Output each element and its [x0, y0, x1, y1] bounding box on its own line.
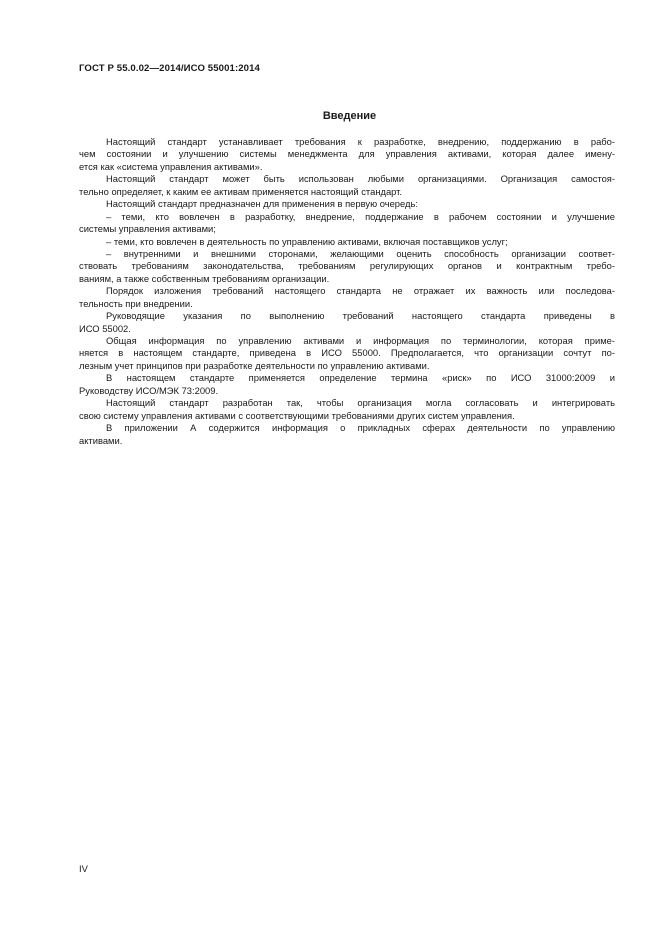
body-text: [79, 136, 615, 447]
text-line: ствовать требованиям законодательства, требованиям регулирующих органов и контрактным требо-: [79, 260, 615, 272]
text-line: – внутренними и внешними сторонами, желающими оценить способность организации соответ-: [106, 247, 615, 259]
text-line: системы управления активами;: [79, 223, 216, 235]
text-line: В настоящем стандарте применяется определение термина «риск» по ИСО 31000:2009 и: [106, 372, 615, 384]
page-number: IV: [79, 863, 88, 874]
text-line: тельно определяет, к каким ее активам применяется настоящий стандарт.: [79, 185, 403, 197]
text-line: – теми, кто вовлечен в деятельность по управлению активами, включая поставщиков услуг;: [106, 235, 508, 247]
text-line: Порядок изложения требований настоящего стандарта не отражает их важность или последова-: [106, 285, 615, 297]
text-line: Общая информация по управлению активами и информация по терминологии, которая приме-: [106, 335, 615, 346]
text-line: ется как «система управления активами».: [79, 160, 263, 172]
standard-header: ГОСТ Р 55.0.02—2014/ИСО 55001:2014: [79, 63, 260, 74]
text-line: чем состоянии и улучшению системы менеджмента для управления активами, которая далее имену-: [79, 148, 615, 160]
text-line: тельность при внедрении.: [79, 297, 193, 309]
text-line: Настоящий стандарт устанавливает требования к разработке, внедрению, поддержанию в рабо-: [106, 136, 615, 147]
text-line: свою систему управления активами с соответствующими требованиями других систем управления.: [79, 409, 515, 421]
text-line: ваниям, а также собственным требованиям организации.: [79, 272, 330, 284]
text-line: В приложении А содержится информация о прикладных сферах деятельности по управлению: [106, 422, 615, 434]
text-line: ИСО 55002.: [79, 322, 131, 334]
text-line: Настоящий стандарт предназначен для применения в первую очередь:: [106, 198, 418, 210]
text-line: Настоящий стандарт разработан так, чтобы организация могла согласовать и интегрировать: [106, 397, 615, 409]
text-line: Руководящие указания по выполнению требований настоящего стандарта приведены в: [106, 310, 615, 322]
text-line: активами.: [79, 434, 123, 446]
text-line: Руководству ИСО/МЭК 73:2009.: [79, 384, 219, 396]
text-line: лезным учет принципов при разработке деятельности по управлению активами.: [79, 359, 430, 371]
text-line: Настоящий стандарт может быть использован любыми организациями. Организация самостоя-: [106, 173, 615, 185]
text-line: – теми, кто вовлечен в разработку, внедрение, поддержание в рабочем состоянии и улучшение: [106, 210, 615, 222]
section-title: Введение: [322, 110, 377, 122]
text-line: няется в настоящем стандарте, приведена в ИСО 55000. Предполагается, что организации сочтут по-: [79, 347, 615, 359]
